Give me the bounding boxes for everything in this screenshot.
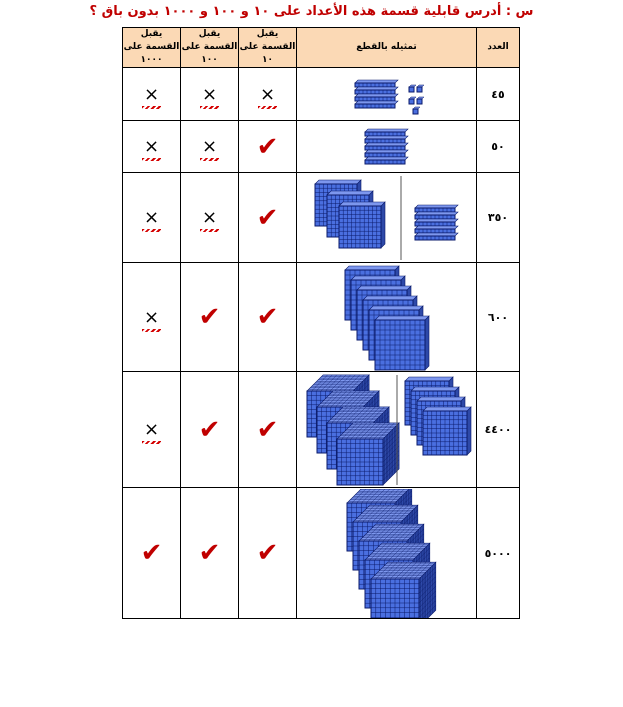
div1000-cell [123, 263, 181, 372]
cross-mark-icon: × [201, 83, 218, 105]
table-row [123, 372, 520, 488]
unit-cube-block [409, 85, 416, 92]
check-mark-icon: ✔ [198, 302, 221, 332]
header-row [123, 28, 520, 68]
number-cell: ٥٠٠٠ [477, 488, 520, 619]
cross-mark-icon: × [259, 83, 276, 105]
base-ten-blocks-drawing [297, 489, 475, 618]
div1000-cell [123, 372, 181, 488]
div100-cell [181, 488, 239, 619]
check-mark-icon: ✔ [256, 302, 279, 332]
table-row [123, 263, 520, 372]
blocks-representation [297, 372, 477, 488]
thousand-cube-block [371, 562, 436, 618]
cross-mark-icon: × [143, 207, 160, 228]
header-div100: يقبل القسمة على ١٠٠ [181, 28, 239, 68]
number-cell: ٣٥٠ [477, 173, 520, 263]
check-mark-icon: ✔ [198, 414, 221, 445]
blocks-representation [297, 121, 477, 173]
blocks-representation [297, 173, 477, 263]
header-div10: يقبل القسمة على ١٠ [239, 28, 297, 68]
div10-cell [239, 263, 297, 372]
div10-cell [239, 121, 297, 173]
div1000-cell [123, 173, 181, 263]
div100-cell [181, 263, 239, 372]
number-cell: ٤٥ [477, 68, 520, 121]
cross-mark-icon: × [201, 136, 218, 157]
cross-mark-icon: × [143, 419, 160, 440]
cross-mark-icon: × [143, 306, 160, 328]
ten-rod-block [365, 150, 408, 157]
ten-rod-block [415, 212, 458, 219]
cross-mark-icon: × [201, 207, 218, 228]
base-ten-blocks-drawing [297, 174, 475, 262]
div1000-cell [123, 488, 181, 619]
table-row [123, 121, 520, 173]
ten-rod-block [415, 226, 458, 233]
div10-cell [239, 372, 297, 488]
ten-rod-block [355, 80, 398, 87]
unit-cube-block [417, 85, 424, 92]
ten-rod-block [415, 205, 458, 212]
number-cell: ٥٠ [477, 121, 520, 173]
base-ten-blocks-drawing [297, 373, 475, 487]
check-mark-icon: ✔ [256, 131, 279, 162]
div10-cell [239, 68, 297, 121]
ten-rod-block [415, 219, 458, 226]
base-ten-blocks-drawing [297, 264, 475, 371]
thousand-cube-block [337, 422, 399, 484]
ten-rod-block [365, 157, 408, 164]
number-cell: ٦٠٠ [477, 263, 520, 372]
table-row [123, 488, 520, 619]
table-row [123, 173, 520, 263]
cross-mark-icon: × [143, 136, 160, 157]
unit-cube-block [417, 97, 424, 104]
check-mark-icon: ✔ [256, 202, 279, 233]
div100-cell [181, 121, 239, 173]
worksheet-title: س : أدرس قابلية قسمة هذه الأعداد على ١٠ و ١٠٠ و ١٠٠٠ بدون باق ؟ [89, 4, 534, 19]
base-ten-blocks-drawing [297, 69, 475, 120]
ten-rod-block [355, 101, 398, 108]
divisibility-table [122, 27, 520, 619]
header-number: العدد [477, 28, 520, 68]
unit-cube-block [409, 97, 416, 104]
table-row [123, 68, 520, 121]
ten-rod-block [415, 233, 458, 240]
check-mark-icon: ✔ [256, 414, 279, 445]
base-ten-blocks-drawing [297, 122, 475, 172]
div100-cell [181, 68, 239, 121]
blocks-representation [297, 263, 477, 372]
check-mark-icon: ✔ [140, 538, 163, 568]
div100-cell [181, 173, 239, 263]
ten-rod-block [365, 143, 408, 150]
ten-rod-block [365, 136, 408, 143]
ten-rod-block [355, 87, 398, 94]
ten-rod-block [365, 129, 408, 136]
hundred-flat-block [375, 316, 429, 370]
number-cell: ٤٤٠٠ [477, 372, 520, 488]
header-div1000: يقبل القسمة على ١٠٠٠ [123, 28, 181, 68]
cross-mark-icon: × [143, 83, 160, 105]
div100-cell [181, 372, 239, 488]
div1000-cell [123, 121, 181, 173]
div10-cell [239, 173, 297, 263]
ten-rod-block [355, 94, 398, 101]
hundred-flat-block [339, 202, 385, 248]
unit-cube-block [413, 107, 420, 114]
check-mark-icon: ✔ [256, 538, 279, 568]
check-mark-icon: ✔ [198, 538, 221, 568]
blocks-representation [297, 68, 477, 121]
div1000-cell [123, 68, 181, 121]
header-representation: تمثيله بالقطع [297, 28, 477, 68]
div10-cell [239, 488, 297, 619]
blocks-representation [297, 488, 477, 619]
hundred-flat-block [423, 407, 471, 455]
